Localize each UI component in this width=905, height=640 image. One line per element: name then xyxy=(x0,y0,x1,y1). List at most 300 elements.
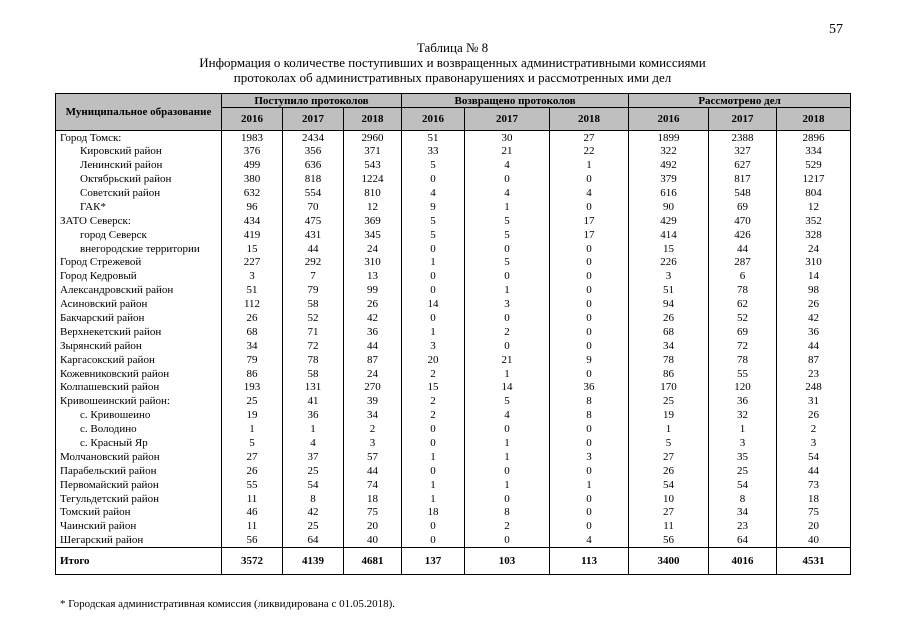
value-cell: 57 xyxy=(344,450,402,464)
row-name: Кривошеинский район: xyxy=(56,394,222,408)
value-cell: 0 xyxy=(550,325,629,339)
header-year: 2016 xyxy=(402,108,465,131)
value-cell: 46 xyxy=(222,506,283,520)
value-cell: 0 xyxy=(465,311,550,325)
value-cell: 1 xyxy=(709,422,777,436)
value-cell: 14 xyxy=(465,381,550,395)
value-cell: 74 xyxy=(344,478,402,492)
value-cell: 70 xyxy=(283,200,344,214)
value-cell: 87 xyxy=(344,353,402,367)
value-cell: 543 xyxy=(344,158,402,172)
value-cell: 26 xyxy=(344,297,402,311)
value-cell: 15 xyxy=(222,242,283,256)
value-cell: 36 xyxy=(550,381,629,395)
table-row xyxy=(56,269,851,283)
value-cell: 55 xyxy=(709,367,777,381)
row-name: Город Томск: xyxy=(56,131,222,145)
value-cell: 41 xyxy=(283,394,344,408)
value-cell: 0 xyxy=(402,269,465,283)
value-cell: 73 xyxy=(777,478,851,492)
footnote: * Городская административная комиссия (ликвидирована с 01.05.2018). xyxy=(60,598,395,610)
value-cell: 62 xyxy=(709,297,777,311)
header-considered-cases: Рассмотрено дел xyxy=(629,94,851,108)
total-cell: 3572 xyxy=(222,547,283,574)
value-cell: 42 xyxy=(283,506,344,520)
value-cell: 0 xyxy=(550,367,629,381)
row-name: Александровский район xyxy=(56,283,222,297)
value-cell: 5 xyxy=(465,256,550,270)
value-cell: 0 xyxy=(402,422,465,436)
header-received-protocols: Поступило протоколов xyxy=(222,94,402,108)
value-cell: 58 xyxy=(283,367,344,381)
value-cell: 0 xyxy=(465,269,550,283)
value-cell: 0 xyxy=(550,506,629,520)
value-cell: 429 xyxy=(629,214,709,228)
value-cell: 5 xyxy=(465,228,550,242)
value-cell: 26 xyxy=(222,311,283,325)
value-cell: 616 xyxy=(629,186,709,200)
value-cell: 34 xyxy=(222,339,283,353)
value-cell: 1 xyxy=(402,256,465,270)
value-cell: 4 xyxy=(550,533,629,547)
value-cell: 414 xyxy=(629,228,709,242)
row-name: Кировский район xyxy=(56,144,222,158)
value-cell: 1 xyxy=(465,478,550,492)
value-cell: 79 xyxy=(283,283,344,297)
value-cell: 86 xyxy=(629,367,709,381)
table-row xyxy=(56,436,851,450)
value-cell: 15 xyxy=(629,242,709,256)
value-cell: 345 xyxy=(344,228,402,242)
value-cell: 1 xyxy=(550,158,629,172)
value-cell: 529 xyxy=(777,158,851,172)
table-body xyxy=(56,131,851,548)
value-cell: 322 xyxy=(629,144,709,158)
row-name: с. Володино xyxy=(56,422,222,436)
value-cell: 2 xyxy=(465,325,550,339)
value-cell: 4 xyxy=(465,158,550,172)
value-cell: 310 xyxy=(344,256,402,270)
value-cell: 44 xyxy=(283,242,344,256)
row-name: Асиновский район xyxy=(56,297,222,311)
row-name: с. Красный Яр xyxy=(56,436,222,450)
row-name: Октябрьский район xyxy=(56,172,222,186)
value-cell: 40 xyxy=(344,533,402,547)
value-cell: 37 xyxy=(283,450,344,464)
value-cell: 0 xyxy=(550,256,629,270)
value-cell: 26 xyxy=(222,464,283,478)
value-cell: 98 xyxy=(777,283,851,297)
header-municipality: Муниципальное образование xyxy=(56,94,222,131)
value-cell: 12 xyxy=(777,200,851,214)
value-cell: 68 xyxy=(629,325,709,339)
value-cell: 0 xyxy=(402,242,465,256)
header-returned-protocols: Возвращено протоколов xyxy=(402,94,629,108)
value-cell: 0 xyxy=(550,422,629,436)
value-cell: 2 xyxy=(402,394,465,408)
row-name: Кожевниковский район xyxy=(56,367,222,381)
value-cell: 248 xyxy=(777,381,851,395)
total-cell: 137 xyxy=(402,547,465,574)
value-cell: 55 xyxy=(222,478,283,492)
value-cell: 120 xyxy=(709,381,777,395)
table-row xyxy=(56,339,851,353)
value-cell: 0 xyxy=(465,242,550,256)
value-cell: 64 xyxy=(709,533,777,547)
value-cell: 36 xyxy=(777,325,851,339)
value-cell: 627 xyxy=(709,158,777,172)
value-cell: 87 xyxy=(777,353,851,367)
value-cell: 36 xyxy=(344,325,402,339)
value-cell: 25 xyxy=(283,519,344,533)
table-row xyxy=(56,311,851,325)
value-cell: 25 xyxy=(222,394,283,408)
value-cell: 287 xyxy=(709,256,777,270)
value-cell: 431 xyxy=(283,228,344,242)
value-cell: 0 xyxy=(465,422,550,436)
value-cell: 54 xyxy=(629,478,709,492)
value-cell: 19 xyxy=(222,408,283,422)
value-cell: 18 xyxy=(402,506,465,520)
value-cell: 44 xyxy=(709,242,777,256)
value-cell: 31 xyxy=(777,394,851,408)
value-cell: 2896 xyxy=(777,131,851,145)
total-label: Итого xyxy=(56,547,222,574)
total-cell: 103 xyxy=(465,547,550,574)
table-row xyxy=(56,283,851,297)
table-row xyxy=(56,519,851,533)
value-cell: 33 xyxy=(402,144,465,158)
table-row xyxy=(56,214,851,228)
value-cell: 0 xyxy=(550,311,629,325)
row-name: Советский район xyxy=(56,186,222,200)
header-year: 2018 xyxy=(777,108,851,131)
value-cell: 75 xyxy=(777,506,851,520)
value-cell: 72 xyxy=(709,339,777,353)
value-cell: 3 xyxy=(709,436,777,450)
total-cell: 4531 xyxy=(777,547,851,574)
value-cell: 24 xyxy=(344,242,402,256)
row-name: ГАК* xyxy=(56,200,222,214)
value-cell: 356 xyxy=(283,144,344,158)
value-cell: 42 xyxy=(344,311,402,325)
value-cell: 2434 xyxy=(283,131,344,145)
header-year: 2017 xyxy=(709,108,777,131)
table-row xyxy=(56,144,851,158)
value-cell: 44 xyxy=(344,339,402,353)
value-cell: 51 xyxy=(222,283,283,297)
value-cell: 21 xyxy=(465,144,550,158)
value-cell: 470 xyxy=(709,214,777,228)
value-cell: 6 xyxy=(709,269,777,283)
table-row xyxy=(56,408,851,422)
table-row xyxy=(56,450,851,464)
value-cell: 8 xyxy=(283,492,344,506)
value-cell: 0 xyxy=(550,464,629,478)
value-cell: 4 xyxy=(402,186,465,200)
value-cell: 328 xyxy=(777,228,851,242)
value-cell: 1 xyxy=(629,422,709,436)
value-cell: 23 xyxy=(777,367,851,381)
total-row xyxy=(56,547,851,574)
row-name: ЗАТО Северск: xyxy=(56,214,222,228)
value-cell: 4 xyxy=(465,186,550,200)
value-cell: 68 xyxy=(222,325,283,339)
value-cell: 78 xyxy=(283,353,344,367)
value-cell: 0 xyxy=(465,172,550,186)
table-row xyxy=(56,353,851,367)
value-cell: 1 xyxy=(402,492,465,506)
value-cell: 34 xyxy=(344,408,402,422)
value-cell: 227 xyxy=(222,256,283,270)
value-cell: 1 xyxy=(222,422,283,436)
table-row xyxy=(56,478,851,492)
value-cell: 112 xyxy=(222,297,283,311)
value-cell: 818 xyxy=(283,172,344,186)
value-cell: 99 xyxy=(344,283,402,297)
row-name: город Северск xyxy=(56,228,222,242)
value-cell: 1224 xyxy=(344,172,402,186)
value-cell: 9 xyxy=(402,200,465,214)
value-cell: 7 xyxy=(283,269,344,283)
value-cell: 78 xyxy=(709,283,777,297)
header-year: 2017 xyxy=(465,108,550,131)
value-cell: 11 xyxy=(222,492,283,506)
value-cell: 3 xyxy=(402,339,465,353)
value-cell: 1 xyxy=(283,422,344,436)
value-cell: 4 xyxy=(465,408,550,422)
value-cell: 131 xyxy=(283,381,344,395)
value-cell: 20 xyxy=(344,519,402,533)
value-cell: 3 xyxy=(777,436,851,450)
value-cell: 3 xyxy=(222,269,283,283)
value-cell: 1 xyxy=(465,200,550,214)
value-cell: 5 xyxy=(465,394,550,408)
value-cell: 0 xyxy=(550,519,629,533)
value-cell: 11 xyxy=(629,519,709,533)
row-name: Первомайский район xyxy=(56,478,222,492)
value-cell: 21 xyxy=(465,353,550,367)
value-cell: 636 xyxy=(283,158,344,172)
value-cell: 27 xyxy=(629,450,709,464)
value-cell: 0 xyxy=(402,436,465,450)
value-cell: 1 xyxy=(402,450,465,464)
value-cell: 369 xyxy=(344,214,402,228)
value-cell: 22 xyxy=(550,144,629,158)
page-number: 57 xyxy=(829,22,843,37)
value-cell: 1899 xyxy=(629,131,709,145)
value-cell: 1 xyxy=(402,478,465,492)
value-cell: 5 xyxy=(402,158,465,172)
row-name: с. Кривошеино xyxy=(56,408,222,422)
value-cell: 94 xyxy=(629,297,709,311)
row-name: Чаинский район xyxy=(56,519,222,533)
value-cell: 52 xyxy=(283,311,344,325)
value-cell: 3 xyxy=(465,297,550,311)
value-cell: 78 xyxy=(709,353,777,367)
table-row xyxy=(56,325,851,339)
table-subtitle-line1: Информация о количестве поступивших и возвращенных административными комиссиями xyxy=(199,55,706,70)
table-row xyxy=(56,186,851,200)
value-cell: 1 xyxy=(465,436,550,450)
value-cell: 817 xyxy=(709,172,777,186)
value-cell: 270 xyxy=(344,381,402,395)
total-cell: 4681 xyxy=(344,547,402,574)
row-name: Бакчарский район xyxy=(56,311,222,325)
value-cell: 51 xyxy=(629,283,709,297)
total-cell: 4016 xyxy=(709,547,777,574)
table-row xyxy=(56,422,851,436)
value-cell: 54 xyxy=(709,478,777,492)
value-cell: 5 xyxy=(402,228,465,242)
value-cell: 54 xyxy=(283,478,344,492)
value-cell: 27 xyxy=(222,450,283,464)
table-row xyxy=(56,172,851,186)
value-cell: 8 xyxy=(709,492,777,506)
value-cell: 27 xyxy=(550,131,629,145)
value-cell: 72 xyxy=(283,339,344,353)
value-cell: 5 xyxy=(465,214,550,228)
value-cell: 10 xyxy=(629,492,709,506)
value-cell: 4 xyxy=(283,436,344,450)
table-row xyxy=(56,506,851,520)
value-cell: 548 xyxy=(709,186,777,200)
value-cell: 1 xyxy=(465,283,550,297)
value-cell: 327 xyxy=(709,144,777,158)
value-cell: 8 xyxy=(465,506,550,520)
header-year: 2016 xyxy=(222,108,283,131)
value-cell: 0 xyxy=(402,519,465,533)
value-cell: 12 xyxy=(344,200,402,214)
value-cell: 2 xyxy=(402,408,465,422)
row-name: Томский район xyxy=(56,506,222,520)
row-name: Город Кедровый xyxy=(56,269,222,283)
value-cell: 36 xyxy=(709,394,777,408)
value-cell: 193 xyxy=(222,381,283,395)
value-cell: 2 xyxy=(344,422,402,436)
value-cell: 34 xyxy=(709,506,777,520)
value-cell: 26 xyxy=(777,408,851,422)
value-cell: 0 xyxy=(550,297,629,311)
total-cell: 4139 xyxy=(283,547,344,574)
value-cell: 0 xyxy=(550,242,629,256)
value-cell: 64 xyxy=(283,533,344,547)
value-cell: 0 xyxy=(465,492,550,506)
value-cell: 26 xyxy=(629,311,709,325)
row-name: Зырянский район xyxy=(56,339,222,353)
table-row xyxy=(56,131,851,145)
value-cell: 9 xyxy=(550,353,629,367)
value-cell: 20 xyxy=(402,353,465,367)
value-cell: 0 xyxy=(550,200,629,214)
value-cell: 2960 xyxy=(344,131,402,145)
value-cell: 58 xyxy=(283,297,344,311)
header-year: 2018 xyxy=(344,108,402,131)
value-cell: 4 xyxy=(550,186,629,200)
table-row xyxy=(56,464,851,478)
value-cell: 36 xyxy=(283,408,344,422)
table-title: Таблица № 8 xyxy=(416,40,489,55)
row-name: Колпашевский район xyxy=(56,381,222,395)
statistics-table xyxy=(55,93,851,575)
value-cell: 51 xyxy=(402,131,465,145)
total-cell: 3400 xyxy=(629,547,709,574)
value-cell: 14 xyxy=(777,269,851,283)
row-name: Верхнекетский район xyxy=(56,325,222,339)
value-cell: 0 xyxy=(402,172,465,186)
value-cell: 17 xyxy=(550,228,629,242)
table-row xyxy=(56,256,851,270)
value-cell: 804 xyxy=(777,186,851,200)
value-cell: 475 xyxy=(283,214,344,228)
value-cell: 1 xyxy=(402,325,465,339)
value-cell: 35 xyxy=(709,450,777,464)
value-cell: 1 xyxy=(550,478,629,492)
table-row xyxy=(56,228,851,242)
table-row xyxy=(56,394,851,408)
value-cell: 2388 xyxy=(709,131,777,145)
value-cell: 1217 xyxy=(777,172,851,186)
value-cell: 380 xyxy=(222,172,283,186)
row-name: Ленинский район xyxy=(56,158,222,172)
value-cell: 11 xyxy=(222,519,283,533)
value-cell: 1 xyxy=(465,367,550,381)
value-cell: 44 xyxy=(344,464,402,478)
value-cell: 18 xyxy=(777,492,851,506)
value-cell: 310 xyxy=(777,256,851,270)
value-cell: 0 xyxy=(402,311,465,325)
value-cell: 40 xyxy=(777,533,851,547)
value-cell: 24 xyxy=(344,367,402,381)
value-cell: 90 xyxy=(629,200,709,214)
row-name: Парабельский район xyxy=(56,464,222,478)
value-cell: 23 xyxy=(709,519,777,533)
value-cell: 0 xyxy=(465,339,550,353)
total-cell: 113 xyxy=(550,547,629,574)
value-cell: 0 xyxy=(550,436,629,450)
value-cell: 24 xyxy=(777,242,851,256)
value-cell: 30 xyxy=(465,131,550,145)
row-name: внегородские территории xyxy=(56,242,222,256)
value-cell: 5 xyxy=(402,214,465,228)
value-cell: 42 xyxy=(777,311,851,325)
value-cell: 810 xyxy=(344,186,402,200)
value-cell: 0 xyxy=(465,464,550,478)
value-cell: 0 xyxy=(550,269,629,283)
value-cell: 170 xyxy=(629,381,709,395)
table-row xyxy=(56,367,851,381)
value-cell: 56 xyxy=(222,533,283,547)
value-cell: 54 xyxy=(777,450,851,464)
value-cell: 0 xyxy=(550,339,629,353)
row-name: Город Стрежевой xyxy=(56,256,222,270)
value-cell: 376 xyxy=(222,144,283,158)
value-cell: 75 xyxy=(344,506,402,520)
header-year: 2016 xyxy=(629,108,709,131)
value-cell: 79 xyxy=(222,353,283,367)
value-cell: 3 xyxy=(550,450,629,464)
value-cell: 3 xyxy=(344,436,402,450)
value-cell: 18 xyxy=(344,492,402,506)
value-cell: 26 xyxy=(777,297,851,311)
table-row xyxy=(56,492,851,506)
value-cell: 17 xyxy=(550,214,629,228)
value-cell: 2 xyxy=(465,519,550,533)
value-cell: 632 xyxy=(222,186,283,200)
header-year: 2018 xyxy=(550,108,629,131)
table-subtitle-line2: протоколах об административных правонарушениях и рассмотренных ими дел xyxy=(233,70,672,85)
value-cell: 0 xyxy=(465,533,550,547)
